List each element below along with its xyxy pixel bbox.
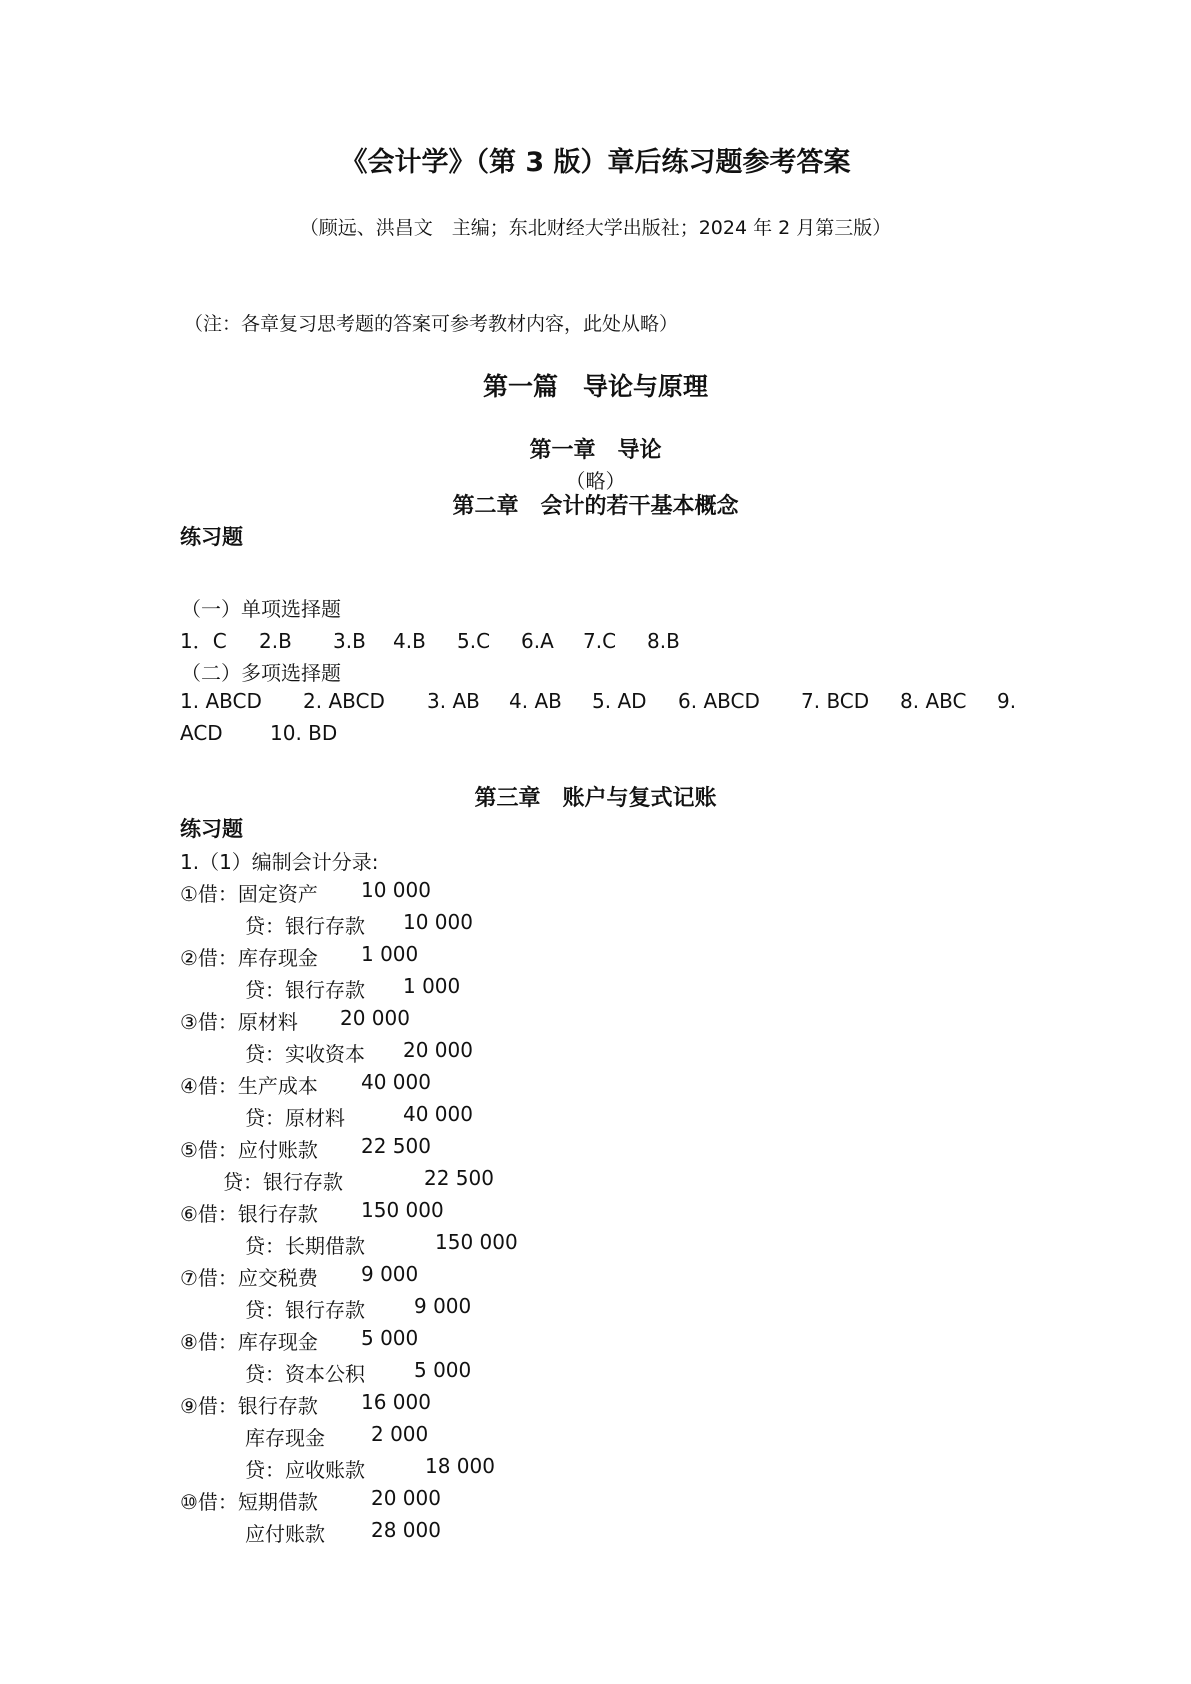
chapter-3-title: 第三章 账户与复式记账 bbox=[474, 786, 717, 811]
entry-amount: 40 000 bbox=[403, 1102, 473, 1126]
answer-item: 2.B bbox=[259, 629, 292, 653]
single-choice-answers bbox=[180, 625, 680, 654]
entry-line bbox=[245, 1294, 472, 1323]
entry-line bbox=[180, 1262, 419, 1291]
entry-line bbox=[180, 1070, 431, 1099]
entry-label: ①借：固定资产 bbox=[180, 882, 318, 906]
entry-line bbox=[245, 1358, 472, 1387]
answer-item: 8. ABC bbox=[900, 689, 967, 713]
entry-line bbox=[180, 878, 431, 907]
entry-line bbox=[180, 1486, 441, 1515]
entry-amount: 9 000 bbox=[361, 1262, 419, 1286]
answer-item: 4. AB bbox=[509, 689, 562, 713]
entry-label: ⑧借：库存现金 bbox=[180, 1330, 318, 1354]
answer-item: ACD bbox=[180, 721, 223, 745]
entry-line bbox=[245, 1422, 429, 1451]
answer-item: 4.B bbox=[393, 629, 426, 653]
entry-line bbox=[245, 1518, 441, 1547]
multi-choice-answers-row-2 bbox=[180, 721, 337, 745]
entry-amount: 5 000 bbox=[414, 1358, 472, 1382]
answer-item: 1．C bbox=[180, 629, 227, 653]
part-title: 第一篇 导论与原理 bbox=[482, 372, 708, 401]
chapter-2-title: 第二章 会计的若干基本概念 bbox=[452, 494, 739, 519]
answer-item: 3. AB bbox=[427, 689, 480, 713]
entry-amount: 20 000 bbox=[403, 1038, 473, 1062]
answer-item: 5.C bbox=[457, 629, 491, 653]
entry-label: ⑥借：银行存款 bbox=[180, 1202, 318, 1226]
entry-amount: 16 000 bbox=[361, 1390, 431, 1414]
document-title: 《会计学》（第 3 版）章后练习题参考答案 bbox=[340, 147, 851, 178]
entry-amount: 18 000 bbox=[425, 1454, 495, 1478]
entry-line bbox=[180, 942, 419, 971]
entry-line bbox=[245, 1102, 473, 1131]
entry-line bbox=[180, 1006, 410, 1035]
entry-amount: 10 000 bbox=[403, 910, 473, 934]
answer-item: 10. BD bbox=[270, 721, 338, 745]
entry-label: 贷：长期借款 bbox=[245, 1234, 365, 1258]
chapter-1-title: 第一章 导论 bbox=[529, 438, 662, 463]
answer-item: 1. ABCD bbox=[180, 689, 262, 713]
entry-label: 贷：原材料 bbox=[245, 1106, 345, 1130]
entry-line bbox=[245, 974, 461, 1003]
multi-choice-heading: （二）多项选择题 bbox=[181, 661, 341, 685]
answer-item: 7.C bbox=[583, 629, 617, 653]
entry-amount: 150 000 bbox=[361, 1198, 444, 1222]
entry-amount: 40 000 bbox=[361, 1070, 431, 1094]
entry-amount: 22 500 bbox=[424, 1166, 494, 1190]
answer-item: 6.A bbox=[521, 629, 554, 653]
entry-label: ⑦借：应交税费 bbox=[180, 1266, 318, 1290]
entry-line bbox=[180, 1326, 419, 1355]
answer-item: 6. ABCD bbox=[678, 689, 760, 713]
answer-item: 9. bbox=[997, 689, 1017, 713]
entry-line bbox=[245, 1230, 518, 1259]
entry-line bbox=[180, 1390, 431, 1419]
answer-item: 2. ABCD bbox=[303, 689, 385, 713]
entry-amount: 150 000 bbox=[435, 1230, 518, 1254]
entry-line bbox=[245, 1454, 495, 1483]
answer-item: 3.B bbox=[333, 629, 366, 653]
entry-label: ③借：原材料 bbox=[180, 1010, 298, 1034]
document-note: （注：各章复习思考题的答案可参考教材内容，此处从略） bbox=[184, 313, 679, 335]
entry-label: 贷：银行存款 bbox=[245, 978, 365, 1002]
entry-line bbox=[180, 1198, 444, 1227]
entry-label: ⑨借：银行存款 bbox=[180, 1394, 318, 1418]
entry-label: ⑤借：应付账款 bbox=[180, 1138, 318, 1162]
entry-line bbox=[223, 1166, 494, 1195]
entry-amount: 28 000 bbox=[371, 1518, 441, 1542]
entry-amount: 20 000 bbox=[371, 1486, 441, 1510]
entry-line bbox=[180, 1134, 431, 1163]
document-subtitle: （顾远、洪昌文 主编；东北财经大学出版社；2024 年 2 月第三版） bbox=[299, 217, 892, 239]
entry-label: 贷：银行存款 bbox=[245, 914, 365, 938]
entry-label: ②借：库存现金 bbox=[180, 946, 318, 970]
entry-label: 库存现金 bbox=[245, 1426, 325, 1450]
answer-item: 8.B bbox=[647, 629, 680, 653]
entry-label: ⑩借：短期借款 bbox=[180, 1490, 318, 1514]
entry-label: 应付账款 bbox=[245, 1522, 325, 1546]
entry-label: 贷：银行存款 bbox=[223, 1170, 343, 1194]
entry-amount: 20 000 bbox=[340, 1006, 410, 1030]
entry-amount: 5 000 bbox=[361, 1326, 419, 1350]
answer-item: 5. AD bbox=[592, 689, 647, 713]
entry-amount: 22 500 bbox=[361, 1134, 431, 1158]
chapter-2-section: 练习题 bbox=[180, 525, 243, 549]
entry-label: 贷：应收账款 bbox=[245, 1458, 365, 1482]
entry-label: 贷：银行存款 bbox=[245, 1298, 365, 1322]
entry-label: 贷：实收资本 bbox=[245, 1042, 365, 1066]
entry-amount: 1 000 bbox=[361, 942, 419, 966]
answer-item: 7. BCD bbox=[801, 689, 870, 713]
chapter-1-note: （略） bbox=[565, 469, 626, 493]
entry-amount: 9 000 bbox=[414, 1294, 472, 1318]
entry-line bbox=[245, 1038, 473, 1067]
entry-label: ④借：生产成本 bbox=[180, 1074, 318, 1098]
chapter-3-section: 练习题 bbox=[180, 817, 243, 841]
multi-choice-answers-row-1 bbox=[180, 689, 1016, 713]
entry-line bbox=[245, 910, 473, 939]
entry-amount: 1 000 bbox=[403, 974, 461, 998]
entry-amount: 2 000 bbox=[371, 1422, 429, 1446]
entry-amount: 10 000 bbox=[361, 878, 431, 902]
single-choice-heading: （一）单项选择题 bbox=[181, 597, 341, 621]
question-1-heading: 1.（1）编制会计分录: bbox=[180, 850, 379, 874]
entry-label: 贷：资本公积 bbox=[245, 1362, 365, 1386]
